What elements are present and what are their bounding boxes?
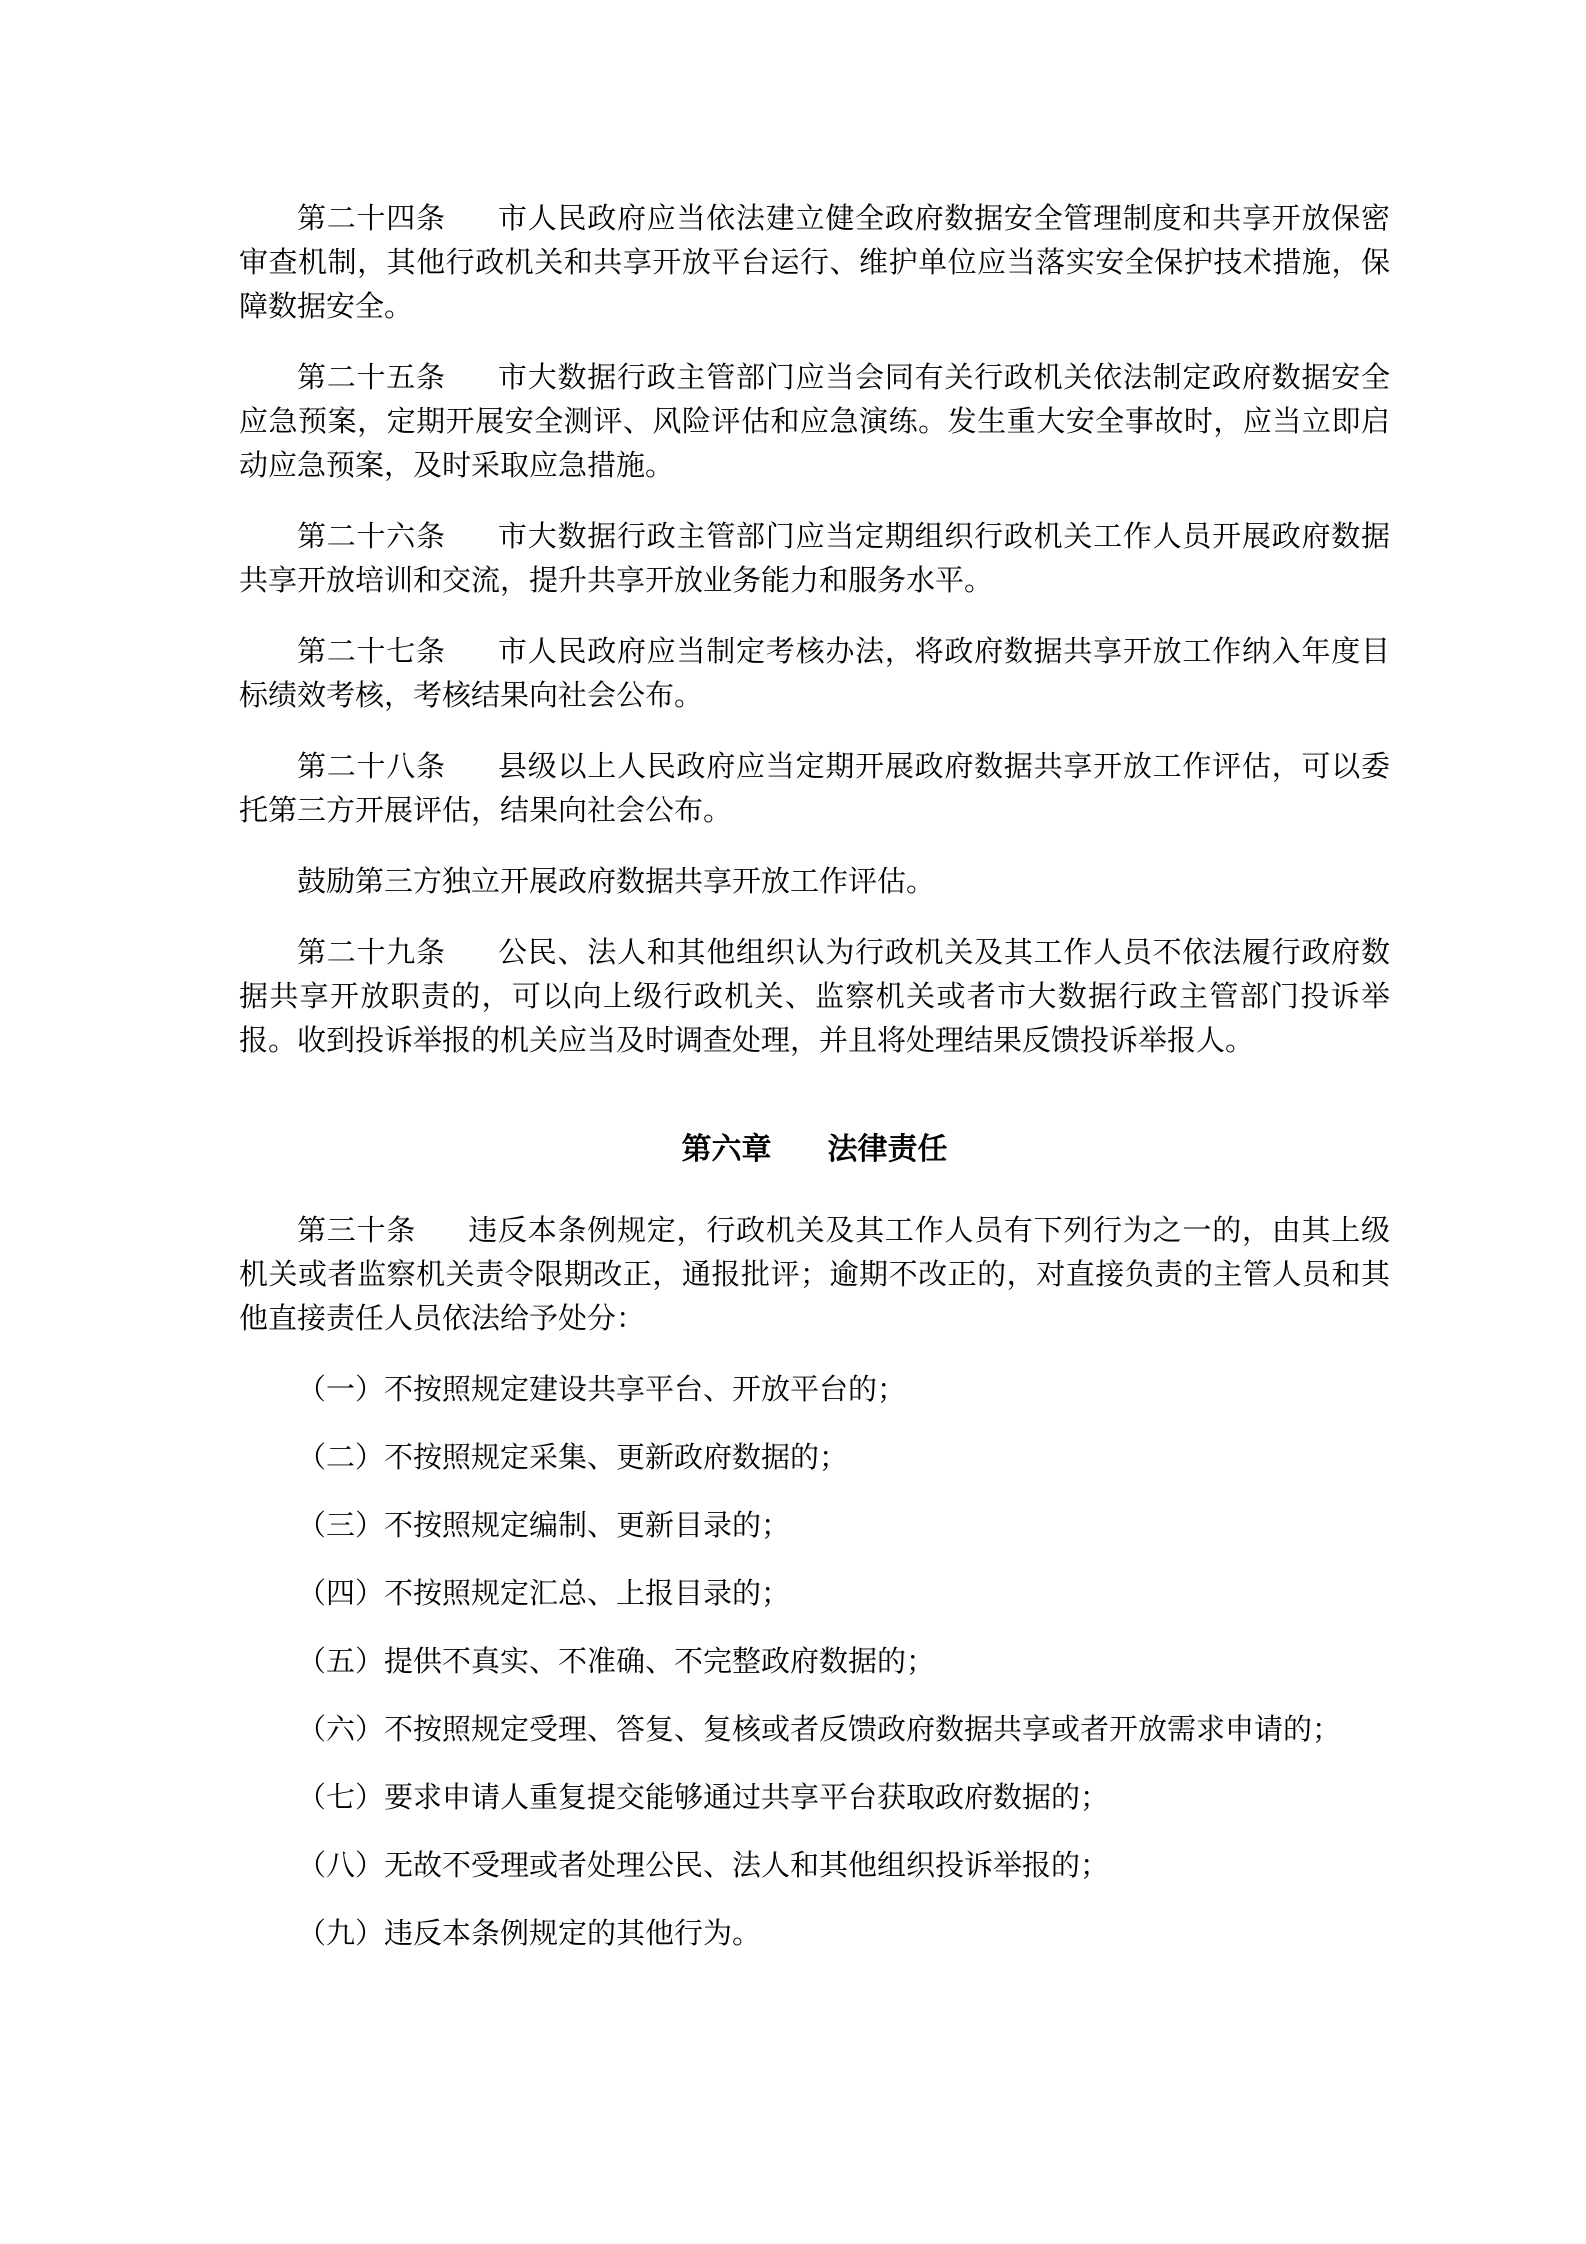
article-28-number: 第二十八条 [297,751,446,783]
article-29-text: 公民、法人和其他组织认为行政机关及其工作人员不依法履行政府数据共享开放职责的，可以向上级行政机关、监察机关或者市大数据行政主管部门投诉举报。收到投诉举报的机关应当及时调查处理，并且将处理结果反馈投诉举报人。 [239,937,1390,1057]
article-26-paragraph [239,515,1390,603]
article-30-item-9: （九）违反本条例规定的其他行为。 [297,1918,762,1950]
article-24-paragraph [239,197,1390,329]
article-26-text: 市大数据行政主管部门应当定期组织行政机关工作人员开展政府数据共享开放培训和交流，提升共享开放业务能力和服务水平。 [239,521,1390,597]
document-content [239,197,1390,1980]
article-25-number: 第二十五条 [297,362,446,394]
article-30-item-3: （三）不按照规定编制、更新目录的； [297,1510,791,1542]
article-29-number: 第二十九条 [297,937,446,969]
article-27-text: 市人民政府应当制定考核办法，将政府数据共享开放工作纳入年度目标绩效考核，考核结果向社会公布。 [239,636,1390,712]
article-25-paragraph [239,356,1390,488]
article-30-text: 违反本条例规定，行政机关及其工作人员有下列行为之一的，由其上级机关或者监察机关责令限期改正，通报批评；逾期不改正的，对直接负责的主管人员和其他直接责任人员依法给予处分： [239,1215,1390,1335]
article-27-number: 第二十七条 [297,636,446,668]
article-30-item-7: （七）要求申请人重复提交能够通过共享平台获取政府数据的； [297,1782,1110,1814]
article-26-number: 第二十六条 [297,521,446,553]
article-25-text: 市大数据行政主管部门应当会同有关行政机关依法制定政府数据安全应急预案，定期开展安全测评、风险评估和应急演练。发生重大安全事故时，应当立即启动应急预案，及时采取应急措施。 [239,362,1390,482]
chapter-title: 法律责任 [827,1133,948,1166]
article-27-paragraph [239,630,1390,718]
article-24-number: 第二十四条 [297,203,446,235]
article-30-item-2: （二）不按照规定采集、更新政府数据的； [297,1442,849,1474]
article-30-item-6: （六）不按照规定受理、答复、复核或者反馈政府数据共享或者开放需求申请的； [297,1714,1342,1746]
article-30-item-1: （一）不按照规定建设共享平台、开放平台的； [297,1374,907,1406]
article-29-paragraph [239,931,1390,1063]
chapter-6-heading [239,1128,1390,1172]
article-30-item-4: （四）不按照规定汇总、上报目录的； [297,1578,791,1610]
article-30-paragraph [239,1209,1390,1341]
article-28-paragraph [239,745,1390,833]
article-28-text: 县级以上人民政府应当定期开展政府数据共享开放工作评估，可以委托第三方开展评估，结果向社会公布。 [239,751,1390,827]
chapter-number: 第六章 [681,1133,772,1166]
article-30-item-8: （八）无故不受理或者处理公民、法人和其他组织投诉举报的； [297,1850,1110,1882]
article-24-text: 市人民政府应当依法建立健全政府数据安全管理制度和共享开放保密审查机制，其他行政机关和共享开放平台运行、维护单位应当落实安全保护技术措施，保障数据安全。 [239,203,1390,323]
article-30-item-5: （五）提供不真实、不准确、不完整政府数据的； [297,1646,936,1678]
article-30-number: 第三十条 [297,1215,417,1247]
encourage-third-party-paragraph: 鼓励第三方独立开展政府数据共享开放工作评估。 [297,866,936,898]
